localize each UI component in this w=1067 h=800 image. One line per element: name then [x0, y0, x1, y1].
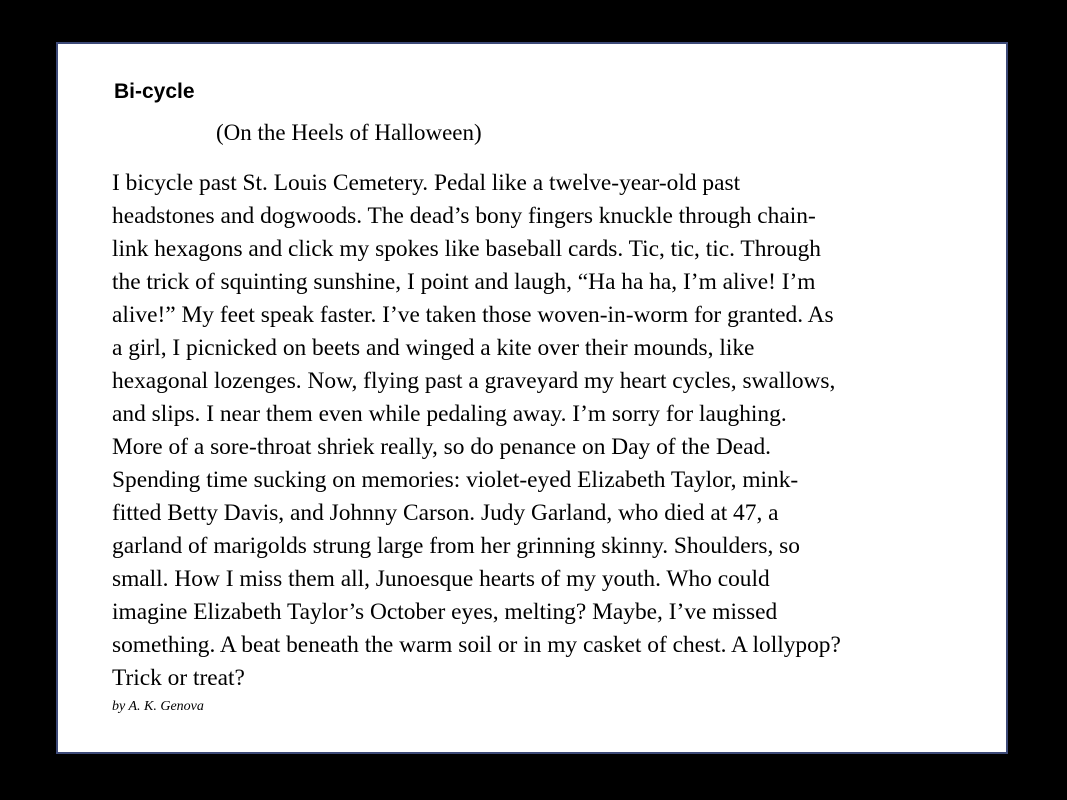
poem-line: garland of marigolds strung large from her grinning skinny. Shoulders, so	[112, 533, 800, 559]
poem-line: fitted Betty Davis, and Johnny Carson. Judy Garland, who died at 47, a	[112, 500, 779, 526]
poem-line: hexagonal lozenges. Now, flying past a graveyard my heart cycles, swallows,	[112, 368, 836, 394]
poem-line: small. How I miss them all, Junoesque hearts of my youth. Who could	[112, 566, 770, 592]
poem-byline: by A. K. Genova	[112, 699, 204, 714]
poem-line: I bicycle past St. Louis Cemetery. Pedal like a twelve-year-old past	[112, 170, 741, 196]
poem-line: Spending time sucking on memories: violet-eyed Elizabeth Taylor, mink-	[112, 467, 799, 493]
poem-line: headstones and dogwoods. The dead’s bony fingers knuckle through chain-	[112, 203, 816, 229]
poem-line: a girl, I picnicked on beets and winged a kite over their mounds, like	[112, 335, 755, 361]
poem-body	[112, 167, 972, 695]
poem-subtitle: (On the Heels of Halloween)	[216, 120, 482, 145]
poem-line: alive!” My feet speak faster. I’ve taken those woven-in-worm for granted. As	[112, 302, 834, 328]
poem-line: and slips. I near them even while pedaling away. I’m sorry for laughing.	[112, 401, 787, 427]
poem-line: the trick of squinting sunshine, I point and laugh, “Ha ha ha, I’m alive! I’m	[112, 269, 816, 295]
poem-line: More of a sore-throat shriek really, so do penance on Day of the Dead.	[112, 434, 772, 460]
poem-line: Trick or treat?	[112, 665, 245, 691]
poem-title: Bi-cycle	[114, 80, 195, 103]
poem-page	[56, 42, 1008, 754]
poem-line: imagine Elizabeth Taylor’s October eyes, melting? Maybe, I’ve missed	[112, 599, 778, 625]
poem-line: link hexagons and click my spokes like baseball cards. Tic, tic, tic. Through	[112, 236, 821, 262]
poem-line: something. A beat beneath the warm soil or in my casket of chest. A lollypop?	[112, 632, 841, 658]
